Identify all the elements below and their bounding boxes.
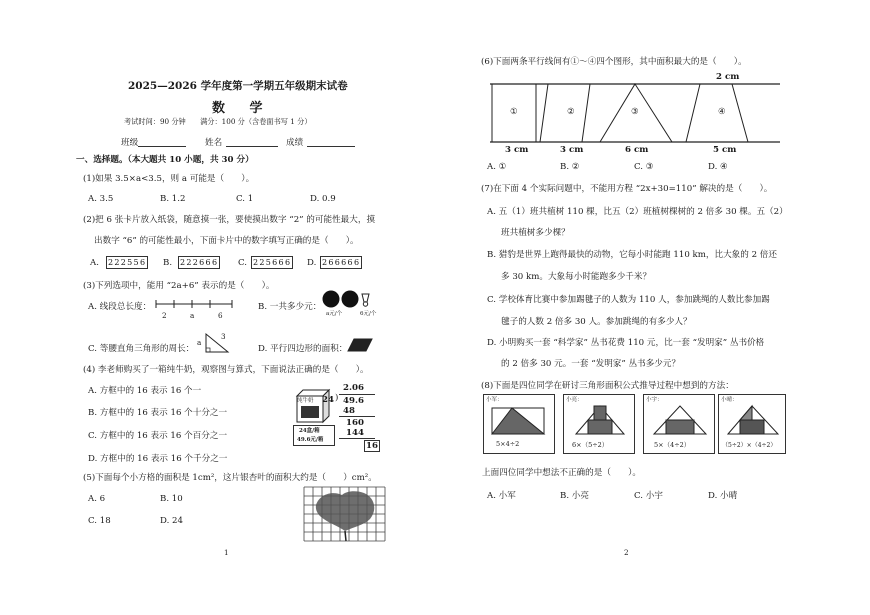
division-quotient: 2.06	[343, 383, 364, 393]
q7-option-c-line2: 毽子的人数 2 倍多 30 人。参加跳绳的有多少人？	[501, 317, 692, 327]
q3-option-b[interactable]: B. 一共多少元：	[258, 302, 322, 312]
q8-panel-3-name: 小宇：	[646, 397, 663, 403]
q6-option-d[interactable]: D. ④	[708, 162, 728, 172]
q2-option-b[interactable]: B.	[163, 258, 173, 268]
q8-panel-1-figure	[490, 404, 550, 438]
q2-option-c[interactable]: C.	[238, 258, 248, 268]
q6-top-label: 2 cm	[716, 72, 740, 82]
q1-stem: (1)如果 3.5×a<3.5，则 a 可能是（ ）。	[83, 174, 255, 184]
q2-card-b[interactable]: 222666	[180, 258, 219, 267]
exam-info: 考试时间：90 分钟 满分：100 分（含卷面书写 1 分）	[124, 117, 312, 126]
q8-question: 上面四位同学中想法不正确的是（ ）。	[482, 468, 641, 478]
page-number-right: 2	[624, 548, 629, 557]
triangle-label-a: a	[197, 338, 202, 347]
q3-option-d[interactable]: D. 平行四边形的面积：	[258, 344, 348, 354]
q6-label-3: 6 cm	[625, 145, 649, 155]
division-remainder-box[interactable]: 16	[366, 441, 378, 451]
q2-option-a[interactable]: A.	[90, 258, 99, 268]
segment-label-a: a	[190, 311, 195, 320]
division-row-48: 48	[343, 406, 355, 416]
q6-shape-mark-2: ②	[567, 107, 575, 117]
exam-title: 2025—2026 学年度第一学期五年级期末试卷	[128, 80, 348, 92]
q2-card-d[interactable]: 266666	[322, 258, 361, 267]
page-number-left: 1	[224, 548, 229, 557]
division-divisor: 24	[322, 395, 334, 405]
segment-label-2: 2	[162, 311, 167, 320]
q8-option-c[interactable]: C. 小宇	[634, 491, 663, 501]
segment-label-6: 6	[218, 311, 223, 320]
q1-option-b[interactable]: B. 1.2	[160, 194, 186, 204]
q8-panel-3-formula: 5×（4÷2）	[654, 441, 691, 449]
q2-card-a[interactable]: 222556	[108, 258, 147, 267]
section-title: 一、选择题。（本大题共 10 小题，共 30 分）	[76, 155, 254, 165]
q3-option-a[interactable]: A. 线段总长度：	[88, 302, 152, 312]
field-name-label: 姓名	[205, 138, 223, 148]
q6-label-1: 3 cm	[505, 145, 529, 155]
q8-panel-4-name: 小晴：	[721, 397, 738, 403]
q8-panel-2-name: 小亮：	[566, 397, 583, 403]
balls-price-label: a元/个	[326, 311, 343, 317]
q2-stem-line1: (2)把 6 张卡片放入纸袋，随意摸一张，要使摸出数字 “2” 的可能性最大，摸	[83, 215, 376, 225]
q4-option-a[interactable]: A. 方框中的 16 表示 16 个一	[88, 386, 202, 396]
parallelogram-diagram	[346, 337, 374, 353]
q1-option-d[interactable]: D. 0.9	[310, 194, 336, 204]
q4-option-d[interactable]: D. 方框中的 16 表示 16 个千分之一	[88, 454, 228, 464]
q8-panel-4-formula: （5÷2）×（4÷2）	[722, 442, 777, 449]
ginkgo-grid-illustration	[304, 487, 385, 542]
q7-option-a-line1[interactable]: A. 五（1）班共植树 110 棵，比五（2）班植树棵树的 2 倍多 30 棵。五（2）	[487, 207, 788, 217]
q8-option-d[interactable]: D. 小晴	[708, 491, 738, 501]
field-score-blank[interactable]	[307, 146, 355, 147]
q3-option-c[interactable]: C. 等腰直角三角形的周长：	[88, 344, 195, 354]
q7-option-a-line2: 班共植树多少棵？	[501, 228, 570, 238]
milk-box-illustration	[293, 388, 333, 424]
q6-label-4: 5 cm	[713, 145, 737, 155]
q6-option-b[interactable]: B. ②	[560, 162, 580, 172]
q2-stem-line2: 出数字 “6” 的可能性最小，下面卡片中的数字填写正确的是（ ）。	[94, 236, 359, 246]
q8-panel-3-figure	[650, 404, 710, 438]
q8-panel-1-name: 小军：	[486, 397, 503, 403]
q8-option-a[interactable]: A. 小军	[487, 491, 516, 501]
milk-caption-price: 49.6元/箱	[297, 437, 324, 443]
q8-stem: (8)下面是四位同学在研讨三角形面积公式推导过程中想到的方法：	[481, 381, 734, 391]
field-class-blank[interactable]	[138, 146, 186, 147]
milk-box-label: 纯牛奶	[297, 398, 314, 404]
q5-option-a[interactable]: A. 6	[88, 494, 106, 504]
division-row-160: 160	[346, 418, 364, 428]
q6-shape-mark-4: ④	[718, 107, 726, 117]
segment-diagram	[154, 298, 234, 312]
q1-option-c[interactable]: C. 1	[236, 194, 254, 204]
q7-option-d-line1[interactable]: D. 小明购买一套 “科学家” 丛书花费 110 元，比一套 “发明家” 丛书价格	[487, 338, 765, 348]
q7-option-d-line2: 的 2 倍多 30 元。一套 “发明家” 丛书多少元？	[501, 359, 681, 369]
q4-stem: (4) 李老师购买了一箱纯牛奶，观察图与算式，下面说法正确的是（ ）。	[83, 365, 369, 375]
division-dividend: 49.6	[343, 396, 364, 406]
division-bar	[339, 394, 375, 395]
q5-option-c[interactable]: C. 18	[88, 516, 111, 526]
q5-stem: (5)下面每个小方格的面积是 1cm²，这片银杏叶的面积大约是（ ）cm²。	[83, 473, 377, 483]
q6-option-a[interactable]: A. ①	[487, 162, 507, 172]
q8-panel-4-figure	[724, 404, 782, 438]
q6-label-2: 3 cm	[560, 145, 584, 155]
q6-option-c[interactable]: C. ③	[634, 162, 654, 172]
subject-title: 数 学	[212, 101, 273, 116]
q8-panel-2-figure	[570, 404, 630, 438]
q8-panel-2-formula: 6×（5÷2）	[572, 441, 609, 449]
milk-caption-count: 24盒/箱	[299, 428, 320, 434]
q1-option-a[interactable]: A. 3.5	[88, 194, 114, 204]
field-name-blank[interactable]	[226, 146, 278, 147]
shuttle-price-label: 6元/个	[360, 311, 377, 317]
field-class-label: 班级	[121, 138, 139, 148]
q7-option-b-line2: 多 30 km。大象每小时能跑多少千米？	[501, 272, 652, 282]
division-row-144: 144	[346, 428, 364, 438]
q2-card-c[interactable]: 225666	[253, 258, 292, 267]
q4-option-c[interactable]: C. 方框中的 16 表示 16 个百分之一	[88, 431, 228, 441]
q6-shape-mark-3: ③	[631, 107, 639, 117]
division-bracket: )	[335, 393, 339, 403]
q7-option-c-line1[interactable]: C. 学校体育比赛中参加踢毽子的人数为 110 人，参加跳绳的人数比参加踢	[487, 295, 770, 305]
q6-stem: (6)下面两条平行线间有①～④四个图形，其中面积最大的是（ ）。	[481, 57, 747, 67]
triangle-label-3: 3	[221, 332, 226, 341]
q8-panel-1-formula: 5×4÷2	[496, 440, 520, 448]
q4-option-b[interactable]: B. 方框中的 16 表示 16 个十分之一	[88, 408, 228, 418]
right-triangle-diagram	[202, 332, 232, 354]
division-line-1	[339, 416, 375, 417]
q7-option-b-line1[interactable]: B. 猎豹是世界上跑得最快的动物，它每小时能跑 110 km，比大象的 2 倍还	[487, 250, 777, 260]
field-score-label: 成绩	[286, 138, 304, 148]
q6-shape-mark-1: ①	[510, 107, 518, 117]
q3-stem: (3)下列选项中，能用 “2a+6” 表示的是（ ）。	[83, 281, 275, 291]
q5-option-d[interactable]: D. 24	[160, 516, 183, 526]
q2-option-d[interactable]: D.	[307, 258, 317, 268]
balls-icon	[322, 290, 372, 310]
q5-option-b[interactable]: B. 10	[160, 494, 183, 504]
q7-stem: (7)在下面 4 个实际问题中，不能用方程 “2x+30=110” 解决的是（ ）。	[481, 184, 773, 194]
division-line-2	[339, 438, 375, 439]
q8-option-b[interactable]: B. 小亮	[560, 491, 589, 501]
